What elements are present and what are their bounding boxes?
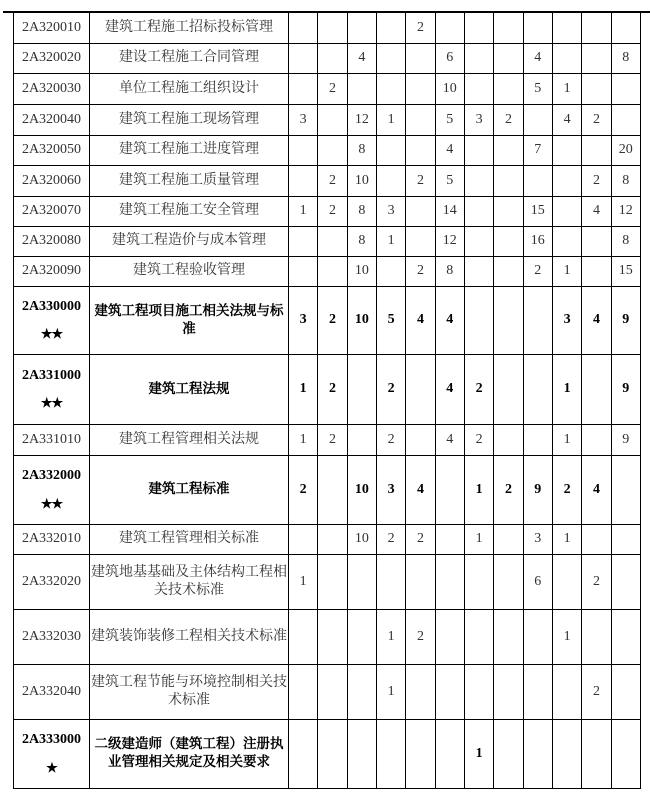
section-title: 建筑工程施工安全管理	[90, 197, 289, 227]
score-cell-col-12: 9	[611, 355, 640, 425]
section-code-cell	[14, 287, 90, 355]
score-cell-col-6	[435, 610, 464, 665]
score-cell-col-2: 2	[318, 197, 347, 227]
section-code-cell	[14, 257, 90, 287]
section-code: 2A320010	[21, 19, 82, 35]
section-code: 2A320060	[21, 172, 82, 188]
score-cell-col-1: 1	[289, 197, 318, 227]
score-cell-col-9: 4	[523, 44, 552, 74]
score-cell-col-10: 1	[552, 74, 581, 105]
section-code: 2A320080	[21, 233, 82, 249]
score-cell-col-1	[289, 166, 318, 197]
score-cell-col-12: 8	[611, 44, 640, 74]
section-title: 二级建造师（建筑工程）注册执业管理相关规定及相关要求	[90, 720, 289, 789]
score-cell-col-4: 2	[376, 525, 405, 555]
score-cell-col-7	[464, 166, 493, 197]
section-title: 建设工程施工合同管理	[90, 44, 289, 74]
score-cell-col-10: 2	[552, 456, 581, 525]
score-cell-col-10: 1	[552, 610, 581, 665]
score-cell-col-6	[435, 525, 464, 555]
score-cell-col-11: 2	[582, 166, 611, 197]
section-code: 2A320050	[21, 142, 82, 158]
importance-stars-icon: ★	[46, 759, 57, 775]
score-cell-col-11	[582, 355, 611, 425]
score-cell-col-3: 12	[347, 105, 376, 136]
score-cell-col-1	[289, 525, 318, 555]
section-code: 2A330000	[21, 298, 82, 314]
score-cell-col-9	[523, 166, 552, 197]
score-cell-col-8	[494, 610, 523, 665]
score-cell-col-3: 10	[347, 166, 376, 197]
section-code-cell	[14, 425, 90, 456]
section-title: 建筑工程项目施工相关法规与标准	[90, 287, 289, 355]
score-cell-col-1	[289, 136, 318, 166]
section-title: 建筑工程管理相关法规	[90, 425, 289, 456]
score-cell-col-4: 2	[376, 355, 405, 425]
score-cell-col-3: 4	[347, 44, 376, 74]
score-cell-col-3	[347, 74, 376, 105]
section-code: 2A332040	[21, 683, 82, 699]
section-code-cell	[14, 665, 90, 720]
section-code: 2A333000	[21, 732, 82, 748]
score-cell-col-1: 3	[289, 105, 318, 136]
score-cell-col-1	[289, 74, 318, 105]
score-cell-col-10	[552, 44, 581, 74]
score-cell-col-9: 16	[523, 227, 552, 257]
score-cell-col-6: 12	[435, 227, 464, 257]
section-code-cell	[14, 136, 90, 166]
score-cell-col-4	[376, 166, 405, 197]
table-row	[14, 197, 641, 227]
score-cell-col-4: 1	[376, 227, 405, 257]
score-cell-col-12	[611, 456, 640, 525]
score-cell-col-9	[523, 610, 552, 665]
score-cell-col-5: 2	[406, 13, 435, 44]
score-cell-col-9	[523, 425, 552, 456]
score-cell-col-1: 1	[289, 355, 318, 425]
section-code: 2A331000	[21, 367, 82, 383]
score-cell-col-3: 10	[347, 287, 376, 355]
section-code-cell	[14, 555, 90, 610]
score-cell-col-10: 4	[552, 105, 581, 136]
table-row	[14, 525, 641, 555]
score-cell-col-1	[289, 720, 318, 789]
table-row	[14, 555, 641, 610]
section-code-cell	[14, 166, 90, 197]
score-cell-col-11: 4	[582, 287, 611, 355]
score-cell-col-3	[347, 610, 376, 665]
score-cell-col-3: 10	[347, 525, 376, 555]
score-cell-col-4	[376, 74, 405, 105]
score-cell-col-12: 12	[611, 197, 640, 227]
score-cell-col-12	[611, 13, 640, 44]
score-cell-col-7	[464, 610, 493, 665]
score-cell-col-6: 4	[435, 287, 464, 355]
score-cell-col-1: 3	[289, 287, 318, 355]
score-cell-col-7: 1	[464, 525, 493, 555]
section-code: 2A320070	[21, 203, 82, 219]
score-cell-col-9: 5	[523, 74, 552, 105]
score-cell-col-11: 4	[582, 456, 611, 525]
score-cell-col-7	[464, 74, 493, 105]
score-cell-col-12: 9	[611, 425, 640, 456]
score-cell-col-2: 2	[318, 287, 347, 355]
score-cell-col-7	[464, 13, 493, 44]
score-cell-col-10: 1	[552, 257, 581, 287]
score-cell-col-4	[376, 555, 405, 610]
score-cell-col-11	[582, 257, 611, 287]
section-title: 建筑工程验收管理	[90, 257, 289, 287]
section-code-cell	[14, 456, 90, 525]
section-title: 建筑工程施工进度管理	[90, 136, 289, 166]
score-cell-col-2: 2	[318, 74, 347, 105]
score-cell-col-7: 2	[464, 355, 493, 425]
score-cell-col-12: 15	[611, 257, 640, 287]
score-cell-col-6: 4	[435, 355, 464, 425]
score-cell-col-5: 4	[406, 456, 435, 525]
score-cell-col-7	[464, 287, 493, 355]
score-cell-col-7	[464, 555, 493, 610]
score-cell-col-8	[494, 425, 523, 456]
score-cell-col-8	[494, 197, 523, 227]
section-code-cell	[14, 197, 90, 227]
score-cell-col-1: 1	[289, 555, 318, 610]
section-code-cell	[14, 227, 90, 257]
score-cell-col-11: 4	[582, 197, 611, 227]
table-row	[14, 166, 641, 197]
score-cell-col-2	[318, 720, 347, 789]
table-row	[14, 287, 641, 355]
section-title: 建筑工程节能与环境控制相关技术标准	[90, 665, 289, 720]
score-cell-col-7	[464, 227, 493, 257]
score-cell-col-12	[611, 555, 640, 610]
score-cell-col-7: 1	[464, 456, 493, 525]
score-cell-col-10	[552, 665, 581, 720]
section-code-cell	[14, 355, 90, 425]
score-cell-col-11: 2	[582, 555, 611, 610]
score-cell-col-3: 8	[347, 136, 376, 166]
score-cell-col-6: 5	[435, 105, 464, 136]
score-cell-col-1: 1	[289, 425, 318, 456]
score-cell-col-2	[318, 227, 347, 257]
score-cell-col-4: 2	[376, 425, 405, 456]
score-cell-col-5: 4	[406, 287, 435, 355]
section-code-cell	[14, 13, 90, 44]
score-cell-col-7	[464, 257, 493, 287]
score-cell-col-6: 10	[435, 74, 464, 105]
score-cell-col-4	[376, 44, 405, 74]
exam-distribution-table	[13, 12, 641, 789]
score-cell-col-6: 4	[435, 425, 464, 456]
section-title: 建筑工程管理相关标准	[90, 525, 289, 555]
section-code-cell	[14, 44, 90, 74]
score-cell-col-8	[494, 166, 523, 197]
score-cell-col-5: 2	[406, 257, 435, 287]
score-cell-col-6	[435, 555, 464, 610]
importance-stars-icon: ★★	[40, 326, 63, 342]
score-cell-col-5	[406, 720, 435, 789]
importance-stars-icon: ★★	[40, 395, 63, 411]
score-cell-col-6	[435, 13, 464, 44]
score-cell-col-5: 2	[406, 166, 435, 197]
score-cell-col-2	[318, 555, 347, 610]
score-cell-col-9	[523, 665, 552, 720]
score-cell-col-5	[406, 105, 435, 136]
score-cell-col-4: 3	[376, 197, 405, 227]
score-cell-col-10	[552, 720, 581, 789]
section-code-cell	[14, 525, 90, 555]
score-cell-col-8	[494, 720, 523, 789]
score-cell-col-2	[318, 13, 347, 44]
score-cell-col-9	[523, 105, 552, 136]
score-cell-col-2	[318, 44, 347, 74]
score-cell-col-11	[582, 136, 611, 166]
score-cell-col-2	[318, 105, 347, 136]
score-cell-col-4: 5	[376, 287, 405, 355]
score-cell-col-12	[611, 74, 640, 105]
score-cell-col-1	[289, 227, 318, 257]
score-cell-col-9	[523, 13, 552, 44]
score-cell-col-8	[494, 136, 523, 166]
table-row	[14, 13, 641, 44]
table-row	[14, 610, 641, 665]
score-cell-col-8	[494, 227, 523, 257]
score-cell-col-2: 2	[318, 425, 347, 456]
score-cell-col-1	[289, 257, 318, 287]
section-title: 建筑工程标准	[90, 456, 289, 525]
score-cell-col-5	[406, 136, 435, 166]
score-cell-col-9: 3	[523, 525, 552, 555]
section-code: 2A331010	[21, 431, 82, 447]
score-cell-col-9	[523, 355, 552, 425]
score-cell-col-5	[406, 197, 435, 227]
score-cell-col-7: 3	[464, 105, 493, 136]
score-cell-col-3	[347, 425, 376, 456]
score-cell-col-3	[347, 720, 376, 789]
score-cell-col-5	[406, 665, 435, 720]
score-cell-col-11	[582, 425, 611, 456]
score-cell-col-4	[376, 720, 405, 789]
table-row	[14, 227, 641, 257]
score-cell-col-4	[376, 13, 405, 44]
score-cell-col-11	[582, 13, 611, 44]
score-cell-col-6	[435, 456, 464, 525]
score-cell-col-8	[494, 665, 523, 720]
score-cell-col-10: 1	[552, 425, 581, 456]
score-cell-col-7	[464, 197, 493, 227]
score-cell-col-4: 1	[376, 105, 405, 136]
score-cell-col-1	[289, 610, 318, 665]
score-cell-col-4: 3	[376, 456, 405, 525]
table-row	[14, 74, 641, 105]
score-cell-col-8	[494, 13, 523, 44]
section-title: 建筑工程施工现场管理	[90, 105, 289, 136]
table-row	[14, 257, 641, 287]
table-row	[14, 136, 641, 166]
score-cell-col-11	[582, 720, 611, 789]
score-cell-col-2	[318, 665, 347, 720]
score-cell-col-8	[494, 555, 523, 610]
score-cell-col-2	[318, 257, 347, 287]
score-cell-col-6	[435, 720, 464, 789]
score-cell-col-7	[464, 136, 493, 166]
score-cell-col-11	[582, 227, 611, 257]
section-title: 建筑工程施工招标投标管理	[90, 13, 289, 44]
section-code-cell	[14, 74, 90, 105]
score-cell-col-4	[376, 257, 405, 287]
section-code: 2A320030	[21, 80, 82, 96]
table-row	[14, 456, 641, 525]
table-row	[14, 105, 641, 136]
score-cell-col-3: 8	[347, 197, 376, 227]
score-cell-col-2: 2	[318, 355, 347, 425]
score-cell-col-10: 3	[552, 287, 581, 355]
score-cell-col-6: 6	[435, 44, 464, 74]
importance-stars-icon: ★★	[40, 495, 63, 511]
score-cell-col-4: 1	[376, 610, 405, 665]
section-title: 单位工程施工组织设计	[90, 74, 289, 105]
score-cell-col-3	[347, 555, 376, 610]
score-cell-col-12	[611, 665, 640, 720]
score-cell-col-2	[318, 136, 347, 166]
score-cell-col-1: 2	[289, 456, 318, 525]
score-cell-col-8	[494, 74, 523, 105]
score-cell-col-4: 1	[376, 665, 405, 720]
score-cell-col-1	[289, 13, 318, 44]
score-cell-col-10: 1	[552, 355, 581, 425]
score-cell-col-11: 2	[582, 105, 611, 136]
section-code: 2A320020	[21, 50, 82, 66]
score-cell-col-8	[494, 44, 523, 74]
score-cell-col-3: 10	[347, 257, 376, 287]
section-code-cell	[14, 105, 90, 136]
score-cell-col-11	[582, 44, 611, 74]
score-cell-col-5	[406, 425, 435, 456]
score-cell-col-10	[552, 227, 581, 257]
score-cell-col-8	[494, 257, 523, 287]
score-cell-col-11	[582, 74, 611, 105]
score-cell-col-9: 15	[523, 197, 552, 227]
section-code: 2A320040	[21, 111, 82, 127]
section-title: 建筑地基基础及主体结构工程相关技术标准	[90, 555, 289, 610]
score-cell-col-7: 1	[464, 720, 493, 789]
score-cell-col-10	[552, 136, 581, 166]
score-cell-col-2	[318, 456, 347, 525]
score-cell-col-9	[523, 287, 552, 355]
score-cell-col-10	[552, 555, 581, 610]
score-cell-col-5: 2	[406, 525, 435, 555]
section-code: 2A332030	[21, 628, 82, 644]
score-cell-col-8	[494, 525, 523, 555]
section-code-cell	[14, 610, 90, 665]
score-cell-col-12: 20	[611, 136, 640, 166]
score-cell-col-8: 2	[494, 105, 523, 136]
score-cell-col-9: 7	[523, 136, 552, 166]
section-code: 2A332020	[21, 573, 82, 589]
score-cell-col-3: 10	[347, 456, 376, 525]
section-title: 建筑装饰装修工程相关技术标准	[90, 610, 289, 665]
score-cell-col-10	[552, 166, 581, 197]
score-cell-col-2	[318, 610, 347, 665]
score-cell-col-10	[552, 197, 581, 227]
score-cell-col-6: 8	[435, 257, 464, 287]
score-cell-col-3	[347, 355, 376, 425]
score-cell-col-5	[406, 44, 435, 74]
score-cell-col-3	[347, 13, 376, 44]
score-cell-col-12: 8	[611, 227, 640, 257]
section-code: 2A320090	[21, 263, 82, 279]
score-cell-col-9: 6	[523, 555, 552, 610]
score-cell-col-7	[464, 665, 493, 720]
score-cell-col-9	[523, 720, 552, 789]
score-cell-col-6: 5	[435, 166, 464, 197]
section-code: 2A332000	[21, 468, 82, 484]
score-cell-col-5	[406, 555, 435, 610]
score-cell-col-3: 8	[347, 227, 376, 257]
score-cell-col-12	[611, 610, 640, 665]
score-cell-col-5	[406, 355, 435, 425]
score-cell-col-2: 2	[318, 166, 347, 197]
score-cell-col-8: 2	[494, 456, 523, 525]
section-code: 2A332010	[21, 531, 82, 547]
score-cell-col-11	[582, 525, 611, 555]
score-cell-col-5: 2	[406, 610, 435, 665]
table-row	[14, 720, 641, 789]
score-cell-col-9: 2	[523, 257, 552, 287]
score-cell-col-12: 9	[611, 287, 640, 355]
score-cell-col-10: 1	[552, 525, 581, 555]
score-cell-col-8	[494, 287, 523, 355]
section-title: 建筑工程法规	[90, 355, 289, 425]
score-cell-col-1	[289, 665, 318, 720]
score-cell-col-12: 8	[611, 166, 640, 197]
score-cell-col-8	[494, 355, 523, 425]
score-cell-col-2	[318, 525, 347, 555]
score-cell-col-1	[289, 44, 318, 74]
score-cell-col-5	[406, 227, 435, 257]
score-cell-col-6	[435, 665, 464, 720]
score-cell-col-5	[406, 74, 435, 105]
score-cell-col-11	[582, 610, 611, 665]
score-cell-col-9: 9	[523, 456, 552, 525]
score-cell-col-12	[611, 720, 640, 789]
score-cell-col-10	[552, 13, 581, 44]
score-cell-col-4	[376, 136, 405, 166]
section-title: 建筑工程施工质量管理	[90, 166, 289, 197]
score-cell-col-12	[611, 105, 640, 136]
section-title: 建筑工程造价与成本管理	[90, 227, 289, 257]
score-cell-col-6: 14	[435, 197, 464, 227]
table-row	[14, 44, 641, 74]
table-row	[14, 355, 641, 425]
section-code-cell	[14, 720, 90, 789]
score-cell-col-7: 2	[464, 425, 493, 456]
score-cell-col-3	[347, 665, 376, 720]
score-cell-col-7	[464, 44, 493, 74]
score-cell-col-12	[611, 525, 640, 555]
score-cell-col-6: 4	[435, 136, 464, 166]
table-row	[14, 665, 641, 720]
score-cell-col-11: 2	[582, 665, 611, 720]
table-row	[14, 425, 641, 456]
